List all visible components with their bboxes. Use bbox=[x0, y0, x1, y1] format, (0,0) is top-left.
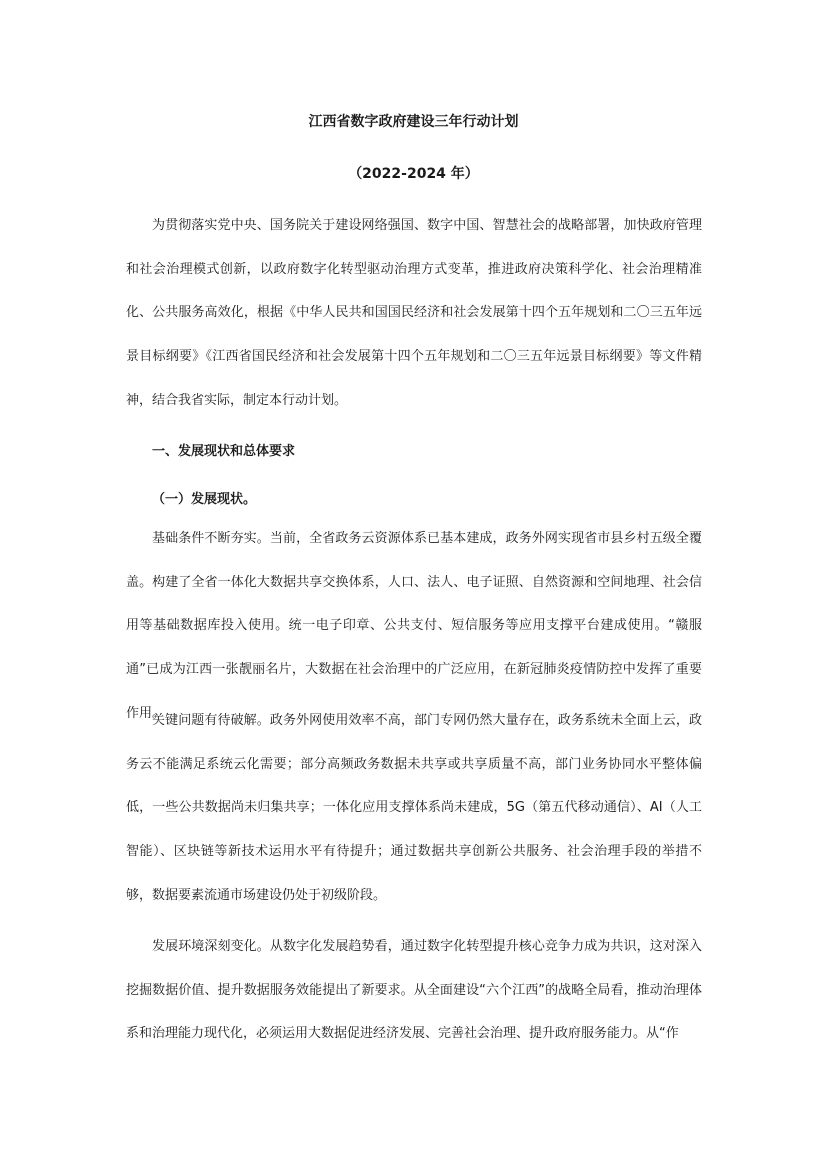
section-1-heading: 一、发展现状和总体要求 bbox=[152, 444, 296, 459]
issues-paragraph: 关键问题有待破解。政务外网使用效率不高，部门专网仍然大量存在，政务系统未全面上云，政务云不能满足系统云化需要；部分高频政务数据未共享或共享质量不高，部门业务协同水平整体偏低，一些公共数据尚未归集共享；一体化应用支撑体系尚未建成，5G（第五代移动通信）、AI（人工智能）、区块链等新技术运用水平有待提升；通过数据共享创新公共服务、社会治理手段的举措不够，数据要素流通市场建设仍处于初级阶段。 bbox=[126, 713, 702, 903]
intro-paragraph: 为贯彻落实党中央、国务院关于建设网络强国、数字中国、智慧社会的战略部署，加快政府管理和社会治理模式创新，以政府数字化转型驱动治理方式变革，推进政府决策科学化、社会治理精准化、公共服务高效化，根据《中华人民共和国国民经济和社会发展第十四个五年规划和二〇三五年远景目标纲要》《江西省国民经济和社会发展第十四个五年规划和二〇三五年远景目标纲要》等文件精神，结合我省实际，制定本行动计划。 bbox=[126, 218, 702, 408]
environment-paragraph: 发展环境深刻变化。从数字化发展趋势看，通过数字化转型提升核心竞争力成为共识，这对深入挖掘数据价值、提升数据服务效能提出了新要求。从全面建设“六个江西”的战略全局看，推动治理体系和治理能力现代化，必须运用大数据促进经济发展、完善社会治理、提升政府服务能力。从“作 bbox=[126, 939, 702, 1042]
document-subtitle: （2022-2024 年） bbox=[348, 166, 479, 182]
document-title: 江西省数字政府建设三年行动计划 bbox=[308, 114, 519, 130]
basis-paragraph: 基础条件不断夯实。当前，全省政务云资源体系已基本建成，政务外网实现省市县乡村五级全覆盖。构建了全省一体化大数据共享交换体系，人口、法人、电子证照、自然资源和空间地理、社会信用等基础数据库投入使用。统一电子印章、公共支付、短信服务等应用支撑平台建成使用。“赣服通”已成为江西一张靓丽名片，大数据在社会治理中的广泛应用，在新冠肺炎疫情防控中发挥了重要作用。 bbox=[126, 531, 702, 721]
section-1-1-heading: （一）发展现状。 bbox=[152, 492, 257, 507]
